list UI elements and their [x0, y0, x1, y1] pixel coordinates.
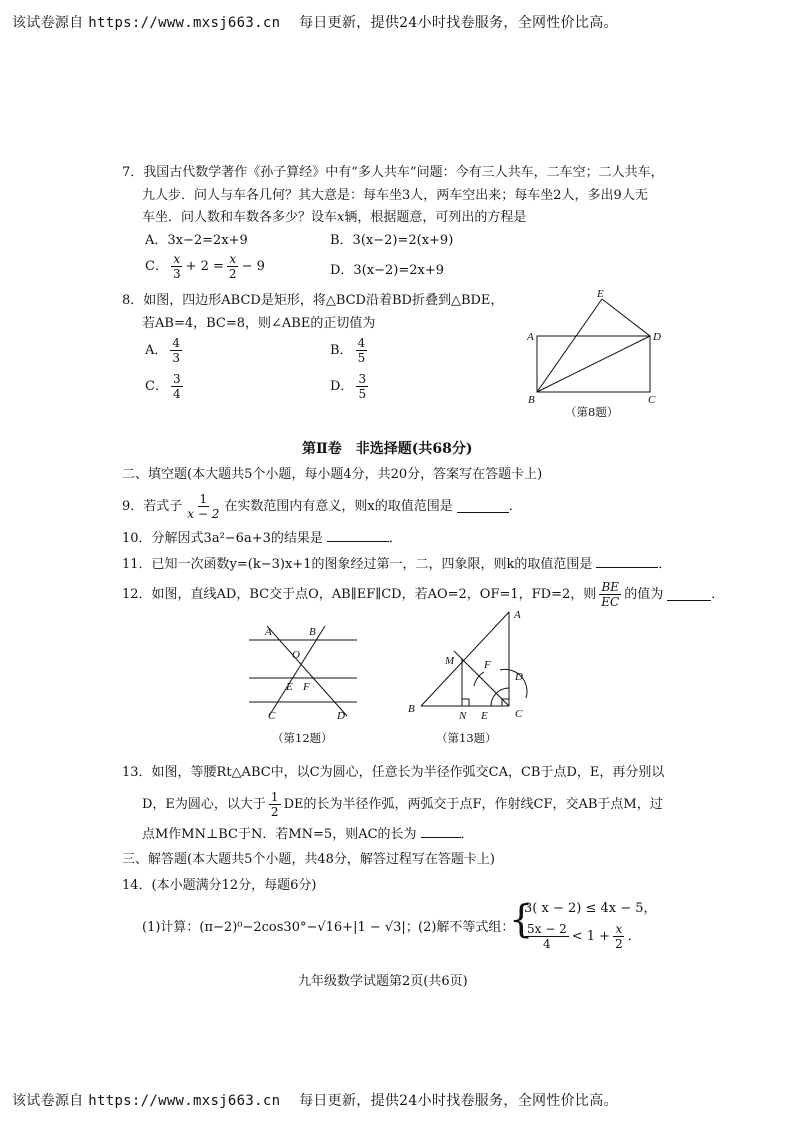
- label-f: F: [484, 659, 491, 671]
- q12-answer-blank[interactable]: [667, 588, 711, 601]
- label-a: A: [265, 626, 272, 638]
- banner-source: 该试卷源自: [12, 1093, 84, 1109]
- q9-answer-blank[interactable]: [457, 500, 509, 513]
- q8-figure: [520, 285, 670, 410]
- q7-option-b: B．3(x−2)=2(x+9): [330, 233, 454, 248]
- bottom-banner: [12, 1090, 618, 1110]
- q14-title: 14．(本小题满分12分，每题6分): [122, 878, 317, 893]
- label-d: D: [515, 671, 523, 683]
- label-c: C: [648, 394, 656, 406]
- q7-line3: 车坐．问人数和车数各多少？设车x辆，根据题意，可列出的方程是: [142, 210, 527, 225]
- q9: 9．若式子 $\frac{1}{x - 2}$ 在实数范围内有意义，则x的取值范围是 ．: [122, 492, 522, 521]
- q8-option-a: A． $\frac{4}{3}$: [145, 336, 181, 365]
- q13-line3: 点M作MN⊥BC于N．若MN=5，则AC的长为 ．: [142, 827, 474, 842]
- top-banner: [12, 12, 618, 32]
- q8-option-b: B． $\frac{4}{5}$: [330, 336, 366, 365]
- q11-answer-blank[interactable]: [596, 555, 658, 568]
- label-a: A: [514, 609, 521, 621]
- section3-heading: 三、解答题(本大题共5个小题，共48分，解答过程写在答题卡上): [122, 852, 495, 867]
- side-ab: [421, 612, 509, 706]
- q8-line2: 若AB=4，BC=8，则∠ABE的正切值为: [142, 316, 376, 331]
- q11: 11．已知一次函数y=(k−3)x+1的图象经过第一，二，四象限，则k的取值范围是 ．: [122, 557, 672, 572]
- q13-caption: （第13题）: [436, 731, 497, 745]
- label-b: B: [408, 703, 415, 715]
- q7-option-c: C． $\frac{x}{3}$ + 2 = $\frac{x}{2}$ − 9: [145, 252, 265, 281]
- q10: 10．分解因式3a²−6a+3的结果是 ．: [122, 531, 402, 546]
- q7-line2: 九人步．问人与车各几何？其大意是：每车坐3人，两车空出来；每车坐2人，多出9人无: [142, 188, 648, 203]
- banner-slogan: 每日更新，提供24小时找卷服务，全网性价比高。: [299, 15, 618, 31]
- label-n: N: [459, 710, 467, 722]
- q7-option-a: A．3x−2=2x+9: [145, 233, 248, 248]
- label-a: A: [527, 331, 534, 343]
- label-b: B: [309, 626, 316, 638]
- banner-slogan: 每日更新，提供24小时找卷服务，全网性价比高。: [299, 1093, 618, 1109]
- q8-line1: 8．如图，四边形ABCD是矩形，将△BCD沿着BD折叠到△BDE，: [122, 293, 504, 308]
- q14-inequality-1: 3( x − 2) ≤ 4x − 5，: [524, 901, 657, 916]
- q8-caption: （第8题）: [565, 405, 619, 419]
- q13-line2: D，E为圆心，以大于 $\frac{1}{2}$ DE的长为半径作弧，两弧交于点F，作射线CF，交AB于点M，过: [142, 790, 663, 819]
- label-e: E: [597, 288, 604, 300]
- right-angle-n: [462, 699, 469, 706]
- label-m: M: [445, 655, 455, 667]
- label-d: D: [653, 331, 661, 343]
- q12-caption: （第12题）: [272, 731, 333, 745]
- label-c: C: [515, 708, 523, 720]
- q10-answer-blank[interactable]: [327, 529, 389, 542]
- banner-source: 该试卷源自: [12, 15, 84, 31]
- segment-be: [537, 299, 602, 392]
- label-d: D: [337, 710, 345, 722]
- q14-part1: (1)计算：(π−2)⁰−2cos30°−√16+|1 − √3|；: [142, 920, 419, 935]
- q12-figure: [245, 620, 370, 725]
- label-f: F: [303, 681, 310, 693]
- q7-option-d: D．3(x−2)=2x+9: [330, 263, 444, 278]
- banner-url[interactable]: https://www.mxsj663.cn: [88, 15, 281, 31]
- q7-line1: 7．我国古代数学著作《孙子算经》中有“多人共车”问题：今有三人共车，二车空；二人共车，: [122, 165, 664, 180]
- q13-answer-blank[interactable]: [421, 825, 461, 838]
- q13-line1: 13．如图，等腰Rt△ABC中，以C为圆心，任意长为半径作弧交CA，CB于点D，E，再分别以: [122, 765, 665, 780]
- label-b: B: [528, 394, 535, 406]
- arc-d: [500, 669, 527, 698]
- section2-heading: 二、填空题(本大题共5个小题，每小题4分，共20分，答案写在答题卡上): [122, 467, 543, 482]
- q8-option-c: C． $\frac{3}{4}$: [145, 372, 181, 401]
- q13-figure: [402, 606, 537, 724]
- system-brace: {: [509, 897, 534, 941]
- label-e: E: [481, 710, 488, 722]
- label-o: O: [292, 649, 300, 661]
- diagonal-bd: [537, 336, 650, 392]
- part2-title: 第Ⅱ卷 非选择题(共68分): [302, 441, 473, 457]
- banner-url[interactable]: https://www.mxsj663.cn: [88, 1093, 281, 1109]
- q8-option-d: D． $\frac{3}{5}$: [330, 372, 367, 401]
- q12: 12．如图，直线AD，BC交于点O，AB∥EF∥CD，若AO=2，OF=1，FD=2，则 $\frac{BE}{EC}$ 的值为 ．: [122, 580, 725, 609]
- q14-inequality-2: $\frac{5x - 2}{4}$ < 1 + $\frac{x}{2}$ ．: [527, 922, 641, 951]
- label-e: E: [286, 681, 293, 693]
- q14-part2-label: (2)解不等式组：: [418, 920, 515, 935]
- label-c: C: [268, 710, 276, 722]
- page-footer: 九年级数学试题第2页(共6页): [298, 974, 468, 989]
- segment-ed: [602, 299, 650, 336]
